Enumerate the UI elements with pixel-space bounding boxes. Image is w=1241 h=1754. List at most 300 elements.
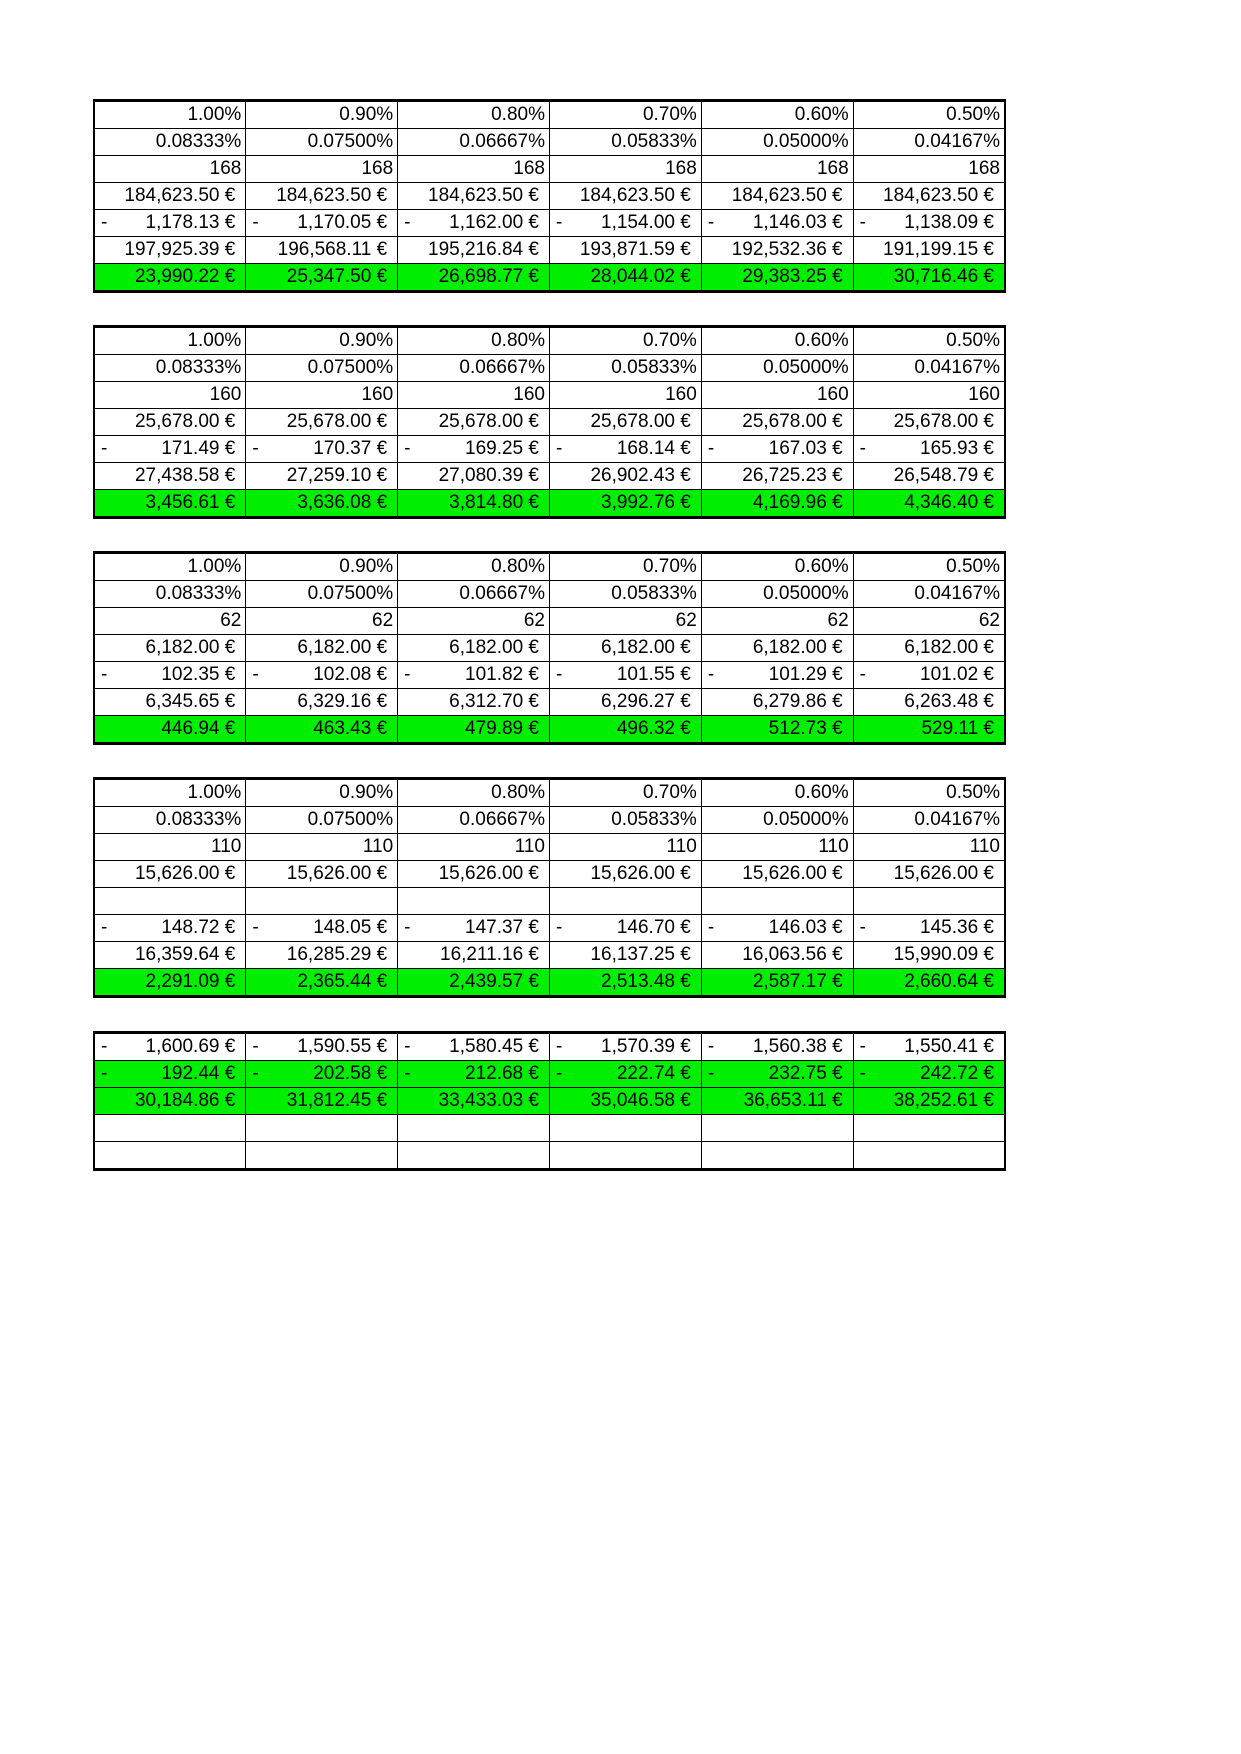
table-cell[interactable] [701, 463, 853, 490]
table-cell[interactable] [398, 942, 550, 969]
table-cell[interactable] [94, 1033, 246, 1061]
table-cell[interactable] [549, 382, 701, 409]
table-cell[interactable] [246, 463, 398, 490]
table-cell[interactable] [94, 689, 246, 716]
table-cell[interactable] [246, 210, 398, 237]
negative-sign: - [555, 438, 563, 459]
cell-value: 0.60% [794, 330, 849, 351]
table-cell[interactable] [398, 355, 550, 382]
cell-value: 1,138.09 € [904, 212, 994, 233]
table-cell[interactable] [549, 888, 701, 915]
table-cell[interactable] [549, 1142, 701, 1170]
table-cell[interactable] [94, 553, 246, 581]
table-cell[interactable] [94, 210, 246, 237]
table-cell[interactable] [246, 1061, 398, 1088]
table-cell[interactable] [853, 915, 1005, 942]
rate-comparison-table-3 [93, 551, 1006, 745]
table-cell[interactable] [549, 237, 701, 264]
cell-value: 168 [968, 158, 1000, 179]
table-cell[interactable] [853, 463, 1005, 490]
negative-sign: - [101, 1063, 108, 1084]
table-cell[interactable] [94, 608, 246, 635]
table-cell[interactable] [94, 635, 246, 662]
table-cell[interactable] [549, 1033, 701, 1061]
table-cell[interactable] [701, 355, 853, 382]
table-cell[interactable] [701, 689, 853, 716]
table-row [94, 101, 1005, 129]
table-cell[interactable] [398, 861, 550, 888]
table-cell[interactable] [853, 237, 1005, 264]
table-cell[interactable] [701, 915, 853, 942]
table-cell[interactable] [246, 635, 398, 662]
table-cell[interactable] [701, 779, 853, 807]
table-cell[interactable] [94, 129, 246, 156]
table-cell[interactable] [853, 689, 1005, 716]
table-cell[interactable] [853, 635, 1005, 662]
table-cell[interactable] [853, 969, 1005, 997]
table-cell[interactable] [94, 969, 246, 997]
cell-value: 0.04167% [914, 131, 1000, 152]
table-cell[interactable] [398, 635, 550, 662]
table-cell[interactable] [94, 382, 246, 409]
table-cell[interactable] [94, 1142, 246, 1170]
table-cell[interactable] [853, 436, 1005, 463]
table-cell[interactable] [246, 156, 398, 183]
negative-sign: - [404, 664, 411, 685]
table-cell[interactable] [398, 463, 550, 490]
table-cell[interactable] [549, 689, 701, 716]
table-cell[interactable] [246, 355, 398, 382]
cell-value: 6,182.00 € [297, 637, 388, 658]
table-cell[interactable] [398, 264, 550, 292]
cell-value: 0.80% [491, 330, 545, 351]
table-cell[interactable] [853, 581, 1005, 608]
table-cell[interactable] [853, 183, 1005, 210]
table-cell[interactable] [549, 662, 701, 689]
table-cell[interactable] [246, 834, 398, 861]
table-cell[interactable] [94, 716, 246, 744]
negative-sign: - [101, 917, 108, 938]
table-cell[interactable] [246, 581, 398, 608]
table-cell[interactable] [549, 409, 701, 436]
cell-value: 6,329.16 € [297, 691, 388, 712]
table-cell[interactable] [853, 608, 1005, 635]
cell-value: 232.75 € [768, 1063, 843, 1084]
table-row [94, 807, 1005, 834]
negative-sign: - [404, 438, 411, 459]
table-cell[interactable] [701, 436, 853, 463]
cell-value: 16,211.16 € [440, 944, 539, 965]
table-row [94, 1142, 1005, 1170]
table-cell[interactable] [94, 409, 246, 436]
table-cell[interactable] [246, 436, 398, 463]
table-cell[interactable] [853, 807, 1005, 834]
table-cell[interactable] [398, 915, 550, 942]
cell-value: 3,456.61 € [145, 492, 236, 513]
table-cell[interactable] [701, 942, 853, 969]
table-cell[interactable] [398, 237, 550, 264]
table-cell[interactable] [94, 156, 246, 183]
table-cell[interactable] [246, 382, 398, 409]
table-cell[interactable] [853, 327, 1005, 355]
cell-value: 1,590.55 € [297, 1036, 388, 1057]
table-cell[interactable] [701, 237, 853, 264]
table-cell[interactable] [701, 1088, 853, 1115]
cell-value: 479.89 € [465, 718, 539, 739]
cell-value: 25,347.50 € [286, 266, 388, 287]
table-cell[interactable] [853, 942, 1005, 969]
table-cell[interactable] [398, 1033, 550, 1061]
table-cell[interactable] [94, 915, 246, 942]
negative-sign: - [707, 664, 715, 685]
table-cell[interactable] [398, 156, 550, 183]
table-cell[interactable] [701, 1061, 853, 1088]
cell-value: 0.60% [794, 782, 849, 803]
cell-value: 0.70% [642, 782, 697, 803]
table-cell[interactable] [94, 237, 246, 264]
table-cell[interactable] [853, 861, 1005, 888]
cell-value: 26,698.77 € [438, 266, 539, 287]
cell-value: 30,184.86 € [134, 1090, 236, 1111]
table-row [94, 915, 1005, 942]
table-cell[interactable] [701, 716, 853, 744]
table-cell[interactable] [853, 101, 1005, 129]
cell-value: 25,678.00 € [590, 411, 691, 432]
table-cell[interactable] [853, 553, 1005, 581]
cell-value: 101.29 € [768, 664, 843, 685]
table-cell[interactable] [94, 834, 246, 861]
table-cell[interactable] [701, 490, 853, 518]
cell-value: 148.72 € [161, 917, 236, 938]
table-cell[interactable] [701, 409, 853, 436]
table-cell[interactable] [398, 807, 550, 834]
table-cell[interactable] [853, 888, 1005, 915]
table-cell[interactable] [246, 807, 398, 834]
cell-value: 0.90% [339, 556, 394, 577]
table-cell[interactable] [549, 327, 701, 355]
table-cell[interactable] [853, 1061, 1005, 1088]
cell-value: 168 [665, 158, 697, 179]
table-cell[interactable] [94, 463, 246, 490]
cell-value: 0.05833% [611, 583, 697, 604]
negative-sign: - [404, 1036, 411, 1057]
table-cell[interactable] [398, 1088, 550, 1115]
cell-value: 110 [666, 836, 697, 857]
table-cell[interactable] [549, 436, 701, 463]
table-row [94, 861, 1005, 888]
table-cell[interactable] [549, 129, 701, 156]
table-cell[interactable] [549, 264, 701, 292]
negative-sign: - [252, 917, 259, 938]
table-cell[interactable] [549, 1061, 701, 1088]
cell-value: 168.14 € [616, 438, 691, 459]
negative-sign: - [101, 1036, 108, 1057]
table-cell[interactable] [853, 662, 1005, 689]
table-cell[interactable] [246, 1142, 398, 1170]
table-cell[interactable] [549, 183, 701, 210]
table-cell[interactable] [398, 581, 550, 608]
table-cell[interactable] [701, 101, 853, 129]
table-cell[interactable] [701, 608, 853, 635]
table-cell[interactable] [246, 264, 398, 292]
table-cell[interactable] [853, 779, 1005, 807]
table-cell[interactable] [549, 635, 701, 662]
table-row [94, 779, 1005, 807]
negative-sign: - [859, 438, 866, 459]
table-cell[interactable] [94, 490, 246, 518]
cell-value: 16,285.29 € [286, 944, 388, 965]
table-cell[interactable] [246, 409, 398, 436]
table-cell[interactable] [246, 969, 398, 997]
table-cell[interactable] [549, 942, 701, 969]
table-cell[interactable] [94, 101, 246, 129]
table-cell[interactable] [246, 689, 398, 716]
table-cell[interactable] [853, 1142, 1005, 1170]
cell-value: 202.58 € [313, 1063, 388, 1084]
cell-value: 26,902.43 € [590, 465, 691, 486]
highlighted-result-row [94, 264, 1005, 292]
table-cell[interactable] [398, 129, 550, 156]
table-cell[interactable] [398, 101, 550, 129]
table-cell[interactable] [94, 436, 246, 463]
table-cell[interactable] [701, 888, 853, 915]
cell-value: 62 [523, 610, 545, 631]
table-cell[interactable] [853, 1033, 1005, 1061]
cell-value: 0.08333% [155, 357, 242, 378]
table-cell[interactable] [94, 888, 246, 915]
table-cell[interactable] [398, 409, 550, 436]
table-row [94, 888, 1005, 915]
negative-sign: - [555, 664, 563, 685]
negative-sign: - [101, 664, 108, 685]
table-cell[interactable] [701, 581, 853, 608]
table-cell[interactable] [549, 156, 701, 183]
table-cell[interactable] [549, 915, 701, 942]
table-cell[interactable] [398, 1115, 550, 1142]
table-cell[interactable] [246, 553, 398, 581]
table-cell[interactable] [701, 861, 853, 888]
table-cell[interactable] [94, 264, 246, 292]
cell-value: 1,600.69 € [145, 1036, 236, 1057]
table-cell[interactable] [853, 716, 1005, 744]
cell-value: 16,359.64 € [134, 944, 236, 965]
cell-value: 110 [818, 836, 849, 857]
table-cell[interactable] [701, 635, 853, 662]
table-cell[interactable] [246, 1115, 398, 1142]
table-cell[interactable] [701, 662, 853, 689]
cell-value: 1.00% [187, 556, 242, 577]
table-cell[interactable] [94, 355, 246, 382]
cell-value: 160 [513, 384, 545, 405]
table-cell[interactable] [246, 183, 398, 210]
table-cell[interactable] [94, 183, 246, 210]
cell-value: 62 [978, 610, 1000, 631]
cell-value: 0.05000% [763, 809, 849, 830]
table-cell[interactable] [246, 662, 398, 689]
table-cell[interactable] [853, 490, 1005, 518]
cell-value: 2,587.17 € [752, 971, 843, 992]
cell-value: 160 [816, 384, 849, 405]
cell-value: 31,812.45 € [286, 1090, 388, 1111]
table-cell[interactable] [549, 581, 701, 608]
table-cell[interactable] [398, 382, 550, 409]
cell-value: 1,162.00 € [449, 212, 539, 233]
table-cell[interactable] [398, 1061, 550, 1088]
cell-value: 23,990.22 € [134, 266, 236, 287]
table-cell[interactable] [398, 834, 550, 861]
cell-value: 0.60% [794, 556, 849, 577]
table-cell[interactable] [246, 490, 398, 518]
cell-value: 0.90% [339, 782, 394, 803]
cell-value: 160 [665, 384, 697, 405]
table-cell[interactable] [549, 861, 701, 888]
table-cell[interactable] [94, 1061, 246, 1088]
cell-value: 0.05000% [763, 357, 849, 378]
table-cell[interactable] [701, 1142, 853, 1170]
cell-value: 184,623.50 € [276, 185, 388, 206]
table-cell[interactable] [549, 1115, 701, 1142]
cell-value: 62 [220, 610, 242, 631]
table-cell[interactable] [853, 382, 1005, 409]
table-cell[interactable] [94, 807, 246, 834]
table-cell[interactable] [853, 1088, 1005, 1115]
negative-sign: - [555, 917, 563, 938]
negative-sign: - [707, 917, 715, 938]
table-cell[interactable] [94, 327, 246, 355]
cell-value: 16,137.25 € [590, 944, 691, 965]
table-cell[interactable] [398, 662, 550, 689]
table-cell[interactable] [94, 779, 246, 807]
table-cell[interactable] [549, 463, 701, 490]
table-cell[interactable] [701, 264, 853, 292]
table-cell[interactable] [246, 1088, 398, 1115]
table-cell[interactable] [246, 237, 398, 264]
table-cell[interactable] [549, 716, 701, 744]
table-row [94, 183, 1005, 210]
table-cell[interactable] [549, 553, 701, 581]
table-cell[interactable] [701, 834, 853, 861]
table-cell[interactable] [246, 888, 398, 915]
table-cell[interactable] [398, 327, 550, 355]
table-cell[interactable] [398, 608, 550, 635]
table-cell[interactable] [246, 608, 398, 635]
table-cell[interactable] [853, 264, 1005, 292]
table-cell[interactable] [853, 834, 1005, 861]
cell-value: 25,678.00 € [742, 411, 843, 432]
table-cell[interactable] [853, 156, 1005, 183]
table-cell[interactable] [94, 1115, 246, 1142]
table-cell[interactable] [246, 1033, 398, 1061]
table-cell[interactable] [549, 807, 701, 834]
table-cell[interactable] [853, 210, 1005, 237]
table-cell[interactable] [853, 355, 1005, 382]
cell-value: 16,063.56 € [742, 944, 843, 965]
table-cell[interactable] [701, 129, 853, 156]
cell-value: 0.04167% [914, 809, 1000, 830]
table-cell[interactable] [701, 969, 853, 997]
table-cell[interactable] [398, 689, 550, 716]
table-cell[interactable] [853, 129, 1005, 156]
table-cell[interactable] [549, 355, 701, 382]
cell-value: 146.03 € [768, 917, 843, 938]
table-cell[interactable] [246, 129, 398, 156]
cell-value: 0.80% [491, 104, 545, 125]
table-cell[interactable] [701, 183, 853, 210]
table-row [94, 553, 1005, 581]
table-cell[interactable] [94, 662, 246, 689]
cell-value: 512.73 € [768, 718, 843, 739]
table-cell[interactable] [549, 608, 701, 635]
cell-value: 446.94 € [161, 718, 236, 739]
cell-value: 193,871.59 € [579, 239, 691, 260]
table-cell[interactable] [701, 807, 853, 834]
table-cell[interactable] [398, 969, 550, 997]
table-cell[interactable] [398, 436, 550, 463]
cell-value: 184,623.50 € [883, 185, 994, 206]
table-cell[interactable] [246, 861, 398, 888]
table-cell[interactable] [246, 942, 398, 969]
negative-sign: - [859, 212, 866, 233]
table-cell[interactable] [94, 861, 246, 888]
table-cell[interactable] [398, 553, 550, 581]
cell-value: 0.80% [491, 782, 545, 803]
cell-value: 110 [211, 836, 242, 857]
table-cell[interactable] [701, 553, 853, 581]
table-cell[interactable] [701, 156, 853, 183]
table-cell[interactable] [701, 327, 853, 355]
table-cell[interactable] [549, 834, 701, 861]
table-cell[interactable] [246, 327, 398, 355]
cell-value: 0.50% [946, 556, 1000, 577]
table-cell[interactable] [701, 1115, 853, 1142]
table-cell[interactable] [398, 183, 550, 210]
table-cell[interactable] [398, 888, 550, 915]
table-cell[interactable] [549, 969, 701, 997]
table-cell[interactable] [398, 779, 550, 807]
table-cell[interactable] [398, 210, 550, 237]
cell-value: 160 [209, 384, 242, 405]
cell-value: 15,990.09 € [893, 944, 994, 965]
table-cell[interactable] [246, 779, 398, 807]
table-cell[interactable] [398, 490, 550, 518]
cell-value: 169.25 € [465, 438, 539, 459]
cell-value: 15,626.00 € [590, 863, 691, 884]
table-cell[interactable] [701, 210, 853, 237]
cell-value: 1.00% [187, 330, 242, 351]
table-cell[interactable] [94, 942, 246, 969]
table-cell[interactable] [549, 490, 701, 518]
table-cell[interactable] [853, 1115, 1005, 1142]
table-cell[interactable] [246, 716, 398, 744]
table-cell[interactable] [549, 1088, 701, 1115]
rate-comparison-table-2 [93, 325, 1006, 519]
table-cell[interactable] [549, 210, 701, 237]
table-cell[interactable] [398, 716, 550, 744]
table-cell[interactable] [246, 915, 398, 942]
table-row [94, 1033, 1005, 1061]
table-cell[interactable] [549, 779, 701, 807]
table-cell[interactable] [701, 382, 853, 409]
table-cell[interactable] [94, 581, 246, 608]
table-cell[interactable] [701, 1033, 853, 1061]
table-cell[interactable] [549, 101, 701, 129]
cell-value: 101.82 € [465, 664, 539, 685]
table-cell[interactable] [246, 101, 398, 129]
table-cell[interactable] [94, 1088, 246, 1115]
table-cell[interactable] [398, 1142, 550, 1170]
cell-value: 1,178.13 € [145, 212, 236, 233]
table-cell[interactable] [853, 409, 1005, 436]
